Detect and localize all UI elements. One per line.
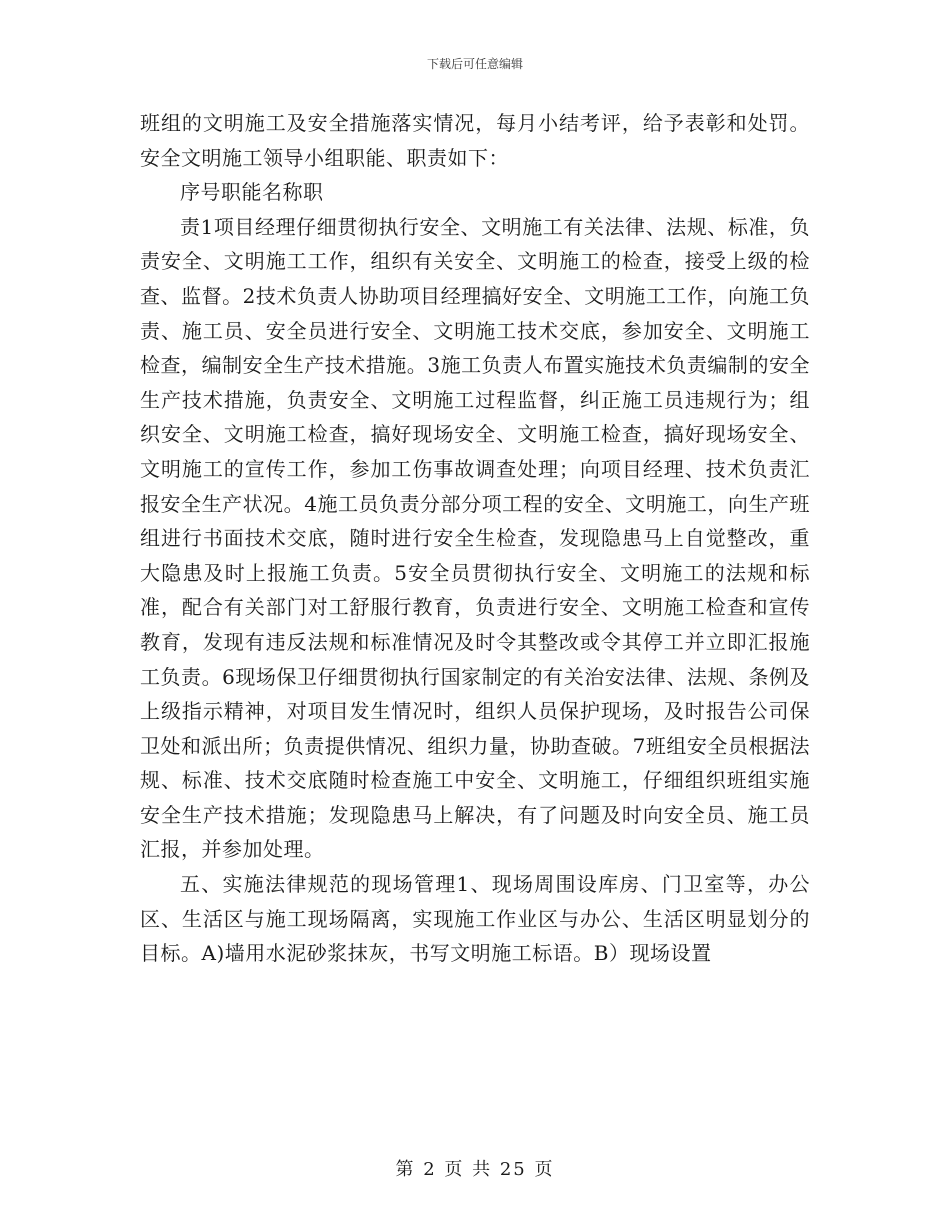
page-header-note: 下载后可任意编辑 [426,57,523,71]
page-number: 第 2 页 共 25 页 [395,1159,555,1180]
paragraph: 五、实施法律规范的现场管理1、现场周围设库房、门卫室等，办公区、生活区与施工现场隔离，实现施工作业区与办公、生活区明显划分的目标。A)墙用水泥砂浆抹灰，书写文明施工标语。B）现场设置 [140,872,810,966]
paragraph: 序号职能名称职 [180,180,324,205]
document-body [140,106,810,971]
paragraph: 班组的文明施工及安全措施落实情况，每月小结考评，给予表彰和处罚。安全文明施工领导小组职能、职责如下： [140,111,810,170]
paragraph: 责1项目经理仔细贯彻执行安全、文明施工有关法律、法规、标准，负责安全、文明施工工作，组织有关安全、文明施工的检查，接受上级的检查、监督。2技术负责人协助项目经理搞好安全、文明施工工作，向施工负责、施工员、安全员进行安全、文明施工技术交底，参加安全、文明施工检查，编制安全生产技术措施。3施工负责人布置实施技术负责编制的安全生产技术措施，负责安全、文明施工过程监督，纠正施工员违规行为；组织安全、文明施工检查，搞好现场安全、文明施工检查，搞好现场安全、文明施工的宣传工作，参加工伤事故调查处理；向项目经理、技术负责汇报安全生产状况。4施工员负责分部分项工程的安全、文明施工，向生产班组进行书面技术交底，随时进行安全生检查，发现隐患马上自觉整改，重大隐患及时上报施工负责。5安全员贯彻执行安全、文明施工的法规和标准，配合有关部门对工舒服行教育，负责进行安全、文明施工检查和宣传教育，发现有违反法规和标准情况及时令其整改或令其停工并立即汇报施工负责。6现场保卫仔细贯彻执行国家制定的有关治安法律、法规、条例及上级指示精神，对项目发生情况时，组织人员保护现场，及时报告公司保卫处和派出所；负责提供情况、组织力量，协助查破。7班组安全员根据法规、标准、技术交底随时检查施工中安全、文明施工，仔细组织班组实施安全生产技术措施；发现隐患马上解决，有了问题及时向安全员、施工员汇报，并参加处理。 [140,214,810,862]
